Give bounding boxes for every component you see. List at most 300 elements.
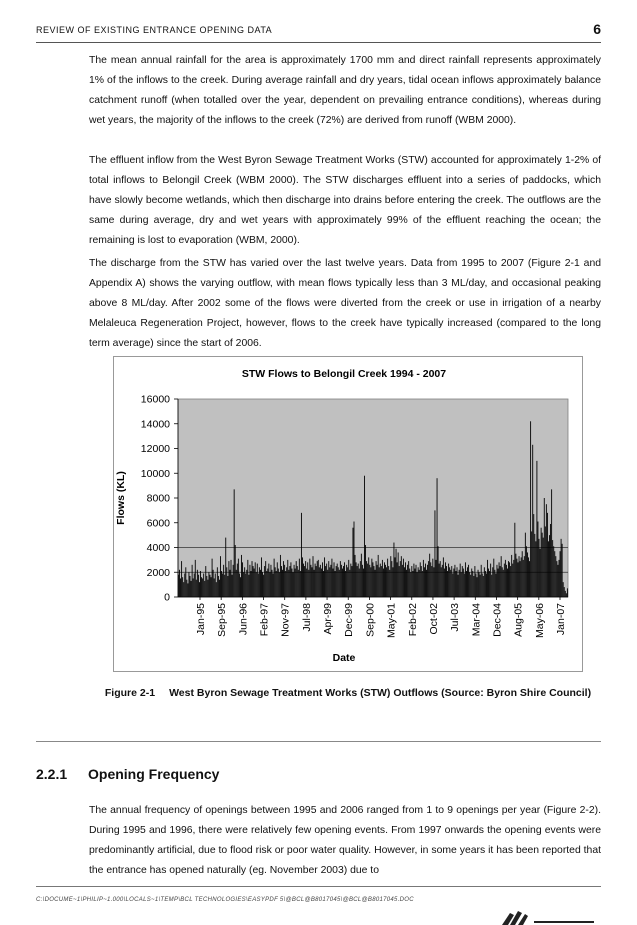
bar bbox=[443, 557, 444, 597]
bar bbox=[300, 571, 301, 597]
bar bbox=[488, 569, 489, 597]
bar bbox=[464, 573, 465, 597]
bar bbox=[334, 562, 335, 597]
bar bbox=[387, 559, 388, 597]
bar bbox=[446, 566, 447, 597]
section-title: Opening Frequency bbox=[88, 766, 220, 782]
bar bbox=[294, 565, 295, 597]
bar bbox=[501, 556, 502, 597]
bar bbox=[408, 561, 409, 597]
x-tick-label: Aug-05 bbox=[512, 603, 525, 637]
bar bbox=[513, 560, 514, 597]
bar bbox=[422, 571, 423, 597]
bar bbox=[505, 560, 506, 597]
bar bbox=[463, 569, 464, 597]
bar bbox=[274, 559, 275, 597]
x-tick-label: Jan-95 bbox=[195, 603, 207, 636]
bar bbox=[237, 564, 238, 597]
x-tick-label: Sep-00 bbox=[364, 603, 377, 637]
bar bbox=[460, 564, 461, 597]
bar bbox=[449, 567, 450, 597]
bar bbox=[187, 583, 188, 597]
bar bbox=[409, 569, 410, 597]
x-tick-label: Feb-97 bbox=[258, 603, 271, 637]
bar bbox=[530, 421, 531, 597]
bar bbox=[395, 557, 396, 597]
bar bbox=[333, 569, 334, 597]
bar bbox=[419, 570, 420, 597]
bar bbox=[365, 545, 366, 597]
bar bbox=[503, 570, 504, 597]
bar bbox=[536, 461, 537, 597]
bar bbox=[358, 564, 359, 597]
bar bbox=[545, 526, 546, 597]
bar bbox=[535, 541, 536, 597]
bar bbox=[328, 561, 329, 597]
bar bbox=[304, 566, 305, 597]
bar bbox=[362, 565, 363, 597]
bar bbox=[448, 564, 449, 597]
bar bbox=[320, 565, 321, 597]
bar bbox=[566, 593, 567, 597]
bar bbox=[240, 577, 241, 597]
bar bbox=[485, 571, 486, 597]
bar bbox=[504, 564, 505, 597]
bar bbox=[438, 546, 439, 597]
bar bbox=[412, 571, 413, 597]
bar bbox=[312, 567, 313, 597]
bar bbox=[277, 562, 278, 597]
bar bbox=[210, 575, 211, 597]
bar bbox=[447, 571, 448, 597]
bar bbox=[483, 576, 484, 597]
x-tick-label: Mar-04 bbox=[470, 603, 483, 637]
bar bbox=[512, 564, 513, 597]
bar bbox=[275, 567, 276, 597]
bar bbox=[541, 528, 542, 597]
section-divider bbox=[36, 741, 601, 742]
bar bbox=[398, 552, 399, 597]
bar bbox=[336, 566, 337, 597]
bar bbox=[556, 561, 557, 597]
bar bbox=[215, 573, 216, 597]
figure-label: Figure 2-1 bbox=[104, 687, 156, 699]
bar bbox=[417, 572, 418, 597]
bar bbox=[554, 551, 555, 597]
bar bbox=[445, 562, 446, 597]
bar bbox=[425, 564, 426, 597]
bar bbox=[214, 578, 215, 597]
bar bbox=[431, 566, 432, 597]
bar bbox=[324, 557, 325, 597]
bar bbox=[480, 575, 481, 597]
bar bbox=[222, 573, 223, 597]
bar bbox=[199, 582, 200, 597]
bar bbox=[258, 573, 259, 597]
bar bbox=[219, 580, 220, 597]
bar bbox=[379, 567, 380, 597]
bar bbox=[490, 564, 491, 597]
bar bbox=[192, 565, 193, 597]
bar bbox=[502, 567, 503, 597]
bar bbox=[382, 560, 383, 597]
bar bbox=[269, 572, 270, 597]
bar bbox=[375, 570, 376, 597]
bar bbox=[183, 582, 184, 597]
bar bbox=[413, 564, 414, 597]
bar bbox=[388, 566, 389, 597]
bar bbox=[318, 560, 319, 597]
page-header bbox=[36, 22, 601, 43]
bar bbox=[420, 562, 421, 597]
bar bbox=[314, 570, 315, 597]
bar bbox=[321, 569, 322, 597]
bar bbox=[486, 573, 487, 597]
bar bbox=[236, 570, 237, 597]
bar bbox=[416, 565, 417, 597]
bar bbox=[246, 570, 247, 597]
bar bbox=[481, 565, 482, 597]
bar bbox=[377, 565, 378, 597]
bar bbox=[461, 572, 462, 597]
bar bbox=[410, 572, 411, 597]
y-tick-label: 4000 bbox=[146, 542, 170, 554]
bar bbox=[285, 571, 286, 597]
bar bbox=[538, 522, 539, 597]
bar bbox=[356, 562, 357, 597]
y-axis-label: Flows (KL) bbox=[115, 471, 127, 525]
bar bbox=[399, 566, 400, 597]
bar bbox=[427, 565, 428, 597]
y-tick-label: 12000 bbox=[140, 443, 170, 455]
bar bbox=[208, 572, 209, 597]
bar bbox=[227, 576, 228, 597]
x-tick-label: Apr-99 bbox=[322, 603, 335, 635]
bar bbox=[533, 514, 534, 597]
bar bbox=[233, 565, 234, 597]
bar bbox=[429, 554, 430, 597]
bar bbox=[289, 566, 290, 597]
bar bbox=[343, 566, 344, 597]
bar bbox=[231, 560, 232, 597]
x-tick-label: Jul-98 bbox=[300, 603, 313, 632]
bar bbox=[531, 531, 532, 597]
bar bbox=[245, 573, 246, 597]
bar bbox=[244, 567, 245, 597]
bar bbox=[451, 566, 452, 597]
y-tick-label: 6000 bbox=[146, 517, 170, 530]
bar bbox=[194, 573, 195, 597]
bar bbox=[347, 567, 348, 597]
bar bbox=[279, 572, 280, 597]
bar bbox=[367, 564, 368, 597]
bar bbox=[508, 561, 509, 597]
bar bbox=[492, 567, 493, 597]
bar bbox=[186, 580, 187, 597]
bar bbox=[456, 571, 457, 597]
bar bbox=[293, 572, 294, 597]
bar bbox=[292, 569, 293, 597]
bar bbox=[401, 556, 402, 597]
bar bbox=[432, 559, 433, 597]
section-heading bbox=[36, 766, 219, 782]
bar bbox=[524, 556, 525, 597]
bar bbox=[242, 562, 243, 597]
bar bbox=[319, 567, 320, 597]
bar bbox=[211, 577, 212, 597]
bar bbox=[295, 569, 296, 597]
bar bbox=[472, 571, 473, 597]
bar bbox=[430, 562, 431, 597]
bar bbox=[263, 575, 264, 597]
bar bbox=[370, 567, 371, 597]
bar bbox=[452, 573, 453, 597]
bar bbox=[440, 561, 441, 597]
bar bbox=[454, 565, 455, 597]
bar bbox=[239, 573, 240, 597]
bar bbox=[238, 559, 239, 597]
bar bbox=[259, 567, 260, 597]
bar bbox=[522, 551, 523, 597]
x-axis bbox=[178, 597, 568, 638]
y-tick-label: 0 bbox=[164, 591, 170, 604]
bar bbox=[465, 562, 466, 597]
bar bbox=[428, 561, 429, 597]
bar bbox=[195, 560, 196, 597]
bar bbox=[283, 561, 284, 597]
bar bbox=[340, 561, 341, 597]
bar bbox=[482, 573, 483, 597]
bar bbox=[514, 523, 515, 597]
bar bbox=[376, 561, 377, 597]
figure-caption bbox=[95, 684, 601, 702]
bar bbox=[400, 561, 401, 597]
bar bbox=[357, 566, 358, 597]
bar bbox=[491, 575, 492, 597]
bar bbox=[470, 575, 471, 597]
bar bbox=[442, 565, 443, 597]
x-tick-label: May-06 bbox=[533, 603, 546, 639]
y-tick-label: 14000 bbox=[140, 418, 170, 431]
bar bbox=[305, 561, 306, 597]
bar bbox=[458, 575, 459, 597]
bar bbox=[374, 566, 375, 597]
bar bbox=[326, 564, 327, 597]
bar bbox=[561, 539, 562, 597]
footer-rule bbox=[36, 886, 601, 887]
bar bbox=[299, 559, 300, 597]
bar bbox=[268, 564, 269, 597]
y-tick-label: 16000 bbox=[140, 393, 170, 406]
bar bbox=[341, 565, 342, 597]
bar bbox=[253, 566, 254, 597]
bar bbox=[423, 560, 424, 597]
bar bbox=[310, 565, 311, 597]
paragraph-rainfall: The mean annual rainfall for the area is approximately 1700 mm and direct rainfall represents approximately 1% of the inflows to the creek. During average rainfall and dry years, tidal ocean inflows approximately balance catchment runoff (when totalled over the year, dependent on prevailing entrance conditions), whereas during wet years, the majority of the inflows to the creek (72%) are derived from runoff (WBM 2000). bbox=[89, 55, 601, 126]
bar bbox=[565, 591, 566, 597]
bar bbox=[190, 576, 191, 597]
bar bbox=[498, 569, 499, 597]
bar bbox=[487, 560, 488, 597]
bar bbox=[489, 571, 490, 597]
bar bbox=[225, 538, 226, 597]
bar bbox=[552, 540, 553, 597]
bar bbox=[415, 569, 416, 597]
bar bbox=[278, 569, 279, 597]
bar bbox=[493, 559, 494, 597]
bar bbox=[196, 580, 197, 597]
bar bbox=[301, 513, 302, 597]
bar bbox=[497, 565, 498, 597]
bar bbox=[220, 556, 221, 597]
bar bbox=[436, 560, 437, 597]
bar bbox=[309, 559, 310, 597]
bar bbox=[338, 567, 339, 597]
bar bbox=[405, 562, 406, 597]
bar bbox=[392, 567, 393, 597]
bar bbox=[322, 562, 323, 597]
bar bbox=[437, 478, 438, 597]
bar bbox=[235, 545, 236, 597]
bar bbox=[307, 562, 308, 597]
bar bbox=[468, 565, 469, 597]
bar bbox=[555, 556, 556, 597]
bar bbox=[345, 571, 346, 597]
bar bbox=[191, 581, 192, 597]
bar bbox=[344, 562, 345, 597]
x-tick-label: Dec-04 bbox=[491, 603, 504, 637]
bar bbox=[297, 566, 298, 597]
bar bbox=[543, 538, 544, 597]
y-tick-label: 10000 bbox=[140, 467, 170, 480]
bar bbox=[302, 557, 303, 597]
bar bbox=[353, 528, 354, 597]
bar bbox=[402, 565, 403, 597]
bar bbox=[198, 575, 199, 597]
bar bbox=[532, 445, 533, 597]
bar bbox=[181, 561, 182, 597]
bar bbox=[549, 535, 550, 597]
bar bbox=[184, 573, 185, 597]
footer-file-path: C:\DOCUME~1\PHILIP~1.000\LOCALS~1\TEMP\BCL TECHNOLOGIES\EASYPDF 5\@BCL@B8017045\@BCL@B8017045.DOC bbox=[36, 897, 414, 903]
bar bbox=[337, 564, 338, 597]
bar bbox=[315, 564, 316, 597]
bar bbox=[421, 566, 422, 597]
bar bbox=[241, 555, 242, 597]
bar bbox=[548, 541, 549, 597]
bar bbox=[325, 566, 326, 597]
bar bbox=[323, 571, 324, 597]
bar bbox=[203, 573, 204, 597]
bar bbox=[217, 567, 218, 597]
bar bbox=[218, 576, 219, 597]
bar bbox=[282, 570, 283, 597]
bar bbox=[247, 560, 248, 597]
bar bbox=[466, 571, 467, 597]
bar bbox=[313, 556, 314, 597]
bar bbox=[564, 587, 565, 597]
bar bbox=[390, 556, 391, 597]
bar bbox=[272, 570, 273, 597]
bar bbox=[394, 543, 395, 597]
header-title: REVIEW OF EXISTING ENTRANCE OPENING DATA bbox=[36, 25, 273, 35]
chart-svg bbox=[114, 357, 582, 671]
bar bbox=[308, 570, 309, 597]
bar bbox=[484, 567, 485, 597]
bar bbox=[368, 557, 369, 597]
paragraph-effluent-inflow: The effluent inflow from the West Byron Sewage Treatment Works (STW) accounted for approximately 1-2% of total inflows to Belongil Creek (WBM 2000). The STW discharges effluent into a series of paddocks, which have slowly become wetlands, which then discharge into drains before entering the creek. The outflows are the same during average, dry and wet years with approximately 99% of the effluent reaching the ocean; the remaining is lost to evaporation (WBM, 2000). bbox=[89, 155, 601, 246]
bar bbox=[251, 571, 252, 597]
bar bbox=[331, 559, 332, 597]
bar bbox=[557, 565, 558, 597]
bar bbox=[261, 557, 262, 597]
bar bbox=[494, 570, 495, 597]
x-tick-label: Dec-99 bbox=[343, 603, 356, 637]
bar bbox=[435, 510, 436, 597]
bar bbox=[433, 567, 434, 597]
bar bbox=[542, 533, 543, 597]
paragraph-stw-discharge: The discharge from the STW has varied over the last twelve years. Data from 1995 to 2007 (Figure 2-1 and Appendix A) shows the varying outflow, with mean flows typically less than 3 ML/day, and occasional peaking above 8 ML/day. After 2002 some of the flows were diverted from the creek or use in irrigation of a nearby Melaleuca Regeneration Project, however, flows to the creek have typically increased (compared to the long term average) since the start of 2006. bbox=[89, 258, 601, 349]
bar bbox=[224, 575, 225, 597]
bar bbox=[473, 576, 474, 597]
bar bbox=[441, 567, 442, 597]
bar bbox=[506, 565, 507, 597]
bar bbox=[276, 571, 277, 597]
bar bbox=[519, 556, 520, 597]
bar bbox=[264, 566, 265, 597]
bar bbox=[243, 572, 244, 597]
bar bbox=[459, 570, 460, 597]
stw-flows-chart bbox=[113, 356, 583, 672]
x-tick-label: Sep-95 bbox=[216, 603, 229, 637]
bar bbox=[284, 565, 285, 597]
bar bbox=[515, 554, 516, 597]
bar bbox=[523, 560, 524, 597]
bar bbox=[213, 570, 214, 597]
bar bbox=[520, 561, 521, 597]
bar bbox=[540, 549, 541, 597]
bar bbox=[255, 562, 256, 597]
bar bbox=[303, 564, 304, 597]
bar bbox=[230, 570, 231, 597]
bar bbox=[539, 539, 540, 597]
bar bbox=[273, 573, 274, 597]
bar bbox=[457, 567, 458, 597]
x-tick-label: Feb-02 bbox=[406, 603, 419, 637]
bar bbox=[266, 571, 267, 597]
bar bbox=[567, 588, 568, 597]
bar bbox=[559, 560, 560, 597]
bar bbox=[509, 562, 510, 597]
bar bbox=[256, 572, 257, 597]
bar bbox=[306, 569, 307, 597]
x-tick-label: Jun-96 bbox=[237, 603, 250, 636]
bar bbox=[317, 561, 318, 597]
bar bbox=[207, 580, 208, 597]
bar bbox=[518, 562, 519, 597]
bar bbox=[534, 534, 535, 597]
bar bbox=[359, 569, 360, 597]
bar bbox=[380, 564, 381, 597]
bar bbox=[439, 564, 440, 597]
bar bbox=[510, 566, 511, 597]
bar bbox=[372, 562, 373, 597]
bar bbox=[469, 572, 470, 597]
bar bbox=[550, 524, 551, 597]
bar bbox=[200, 571, 201, 597]
bar bbox=[205, 566, 206, 597]
bar bbox=[553, 546, 554, 597]
